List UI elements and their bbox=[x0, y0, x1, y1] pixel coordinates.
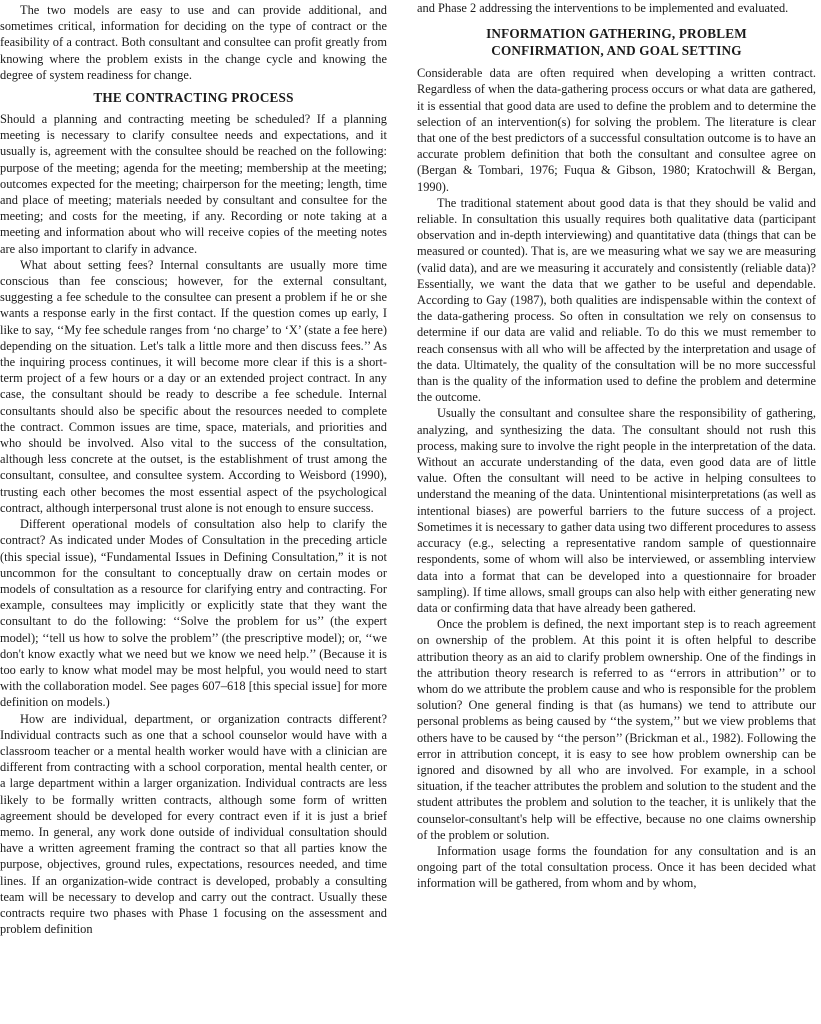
paragraph-problem-ownership: Once the problem is defined, the next important step is to reach agreement on ownership of the problem. At this point it is often helpful to describe attribution theory as an aid to clarify problem ownership. One of the findings in the attribution theory research is referred to as ‘‘errors in attribution’’ or to whom do we attribute the problem cause and who is responsible for the problem solution? One general finding is that (as humans) we tend to attribute our personal problems as being caused by ‘‘the system,’’ but we view problems that others have to be caused by ‘‘the person’’ (Brickman et al., 1982). Following the error in attribution concept, it is easy to see how problem ownership can be ignored and disowned by all who are involved. For example, in a school situation, if the teacher attributes the problem and solution to the student and the student attributes the problem and solution to the teacher, it is unlikely that the counselor-consultant's help will be effective, because no one claims ownership of the problem or solution. bbox=[417, 617, 816, 842]
heading-line-2: CONFIRMATION, AND GOAL SETTING bbox=[491, 43, 742, 59]
paragraph-continuation: and Phase 2 addressing the interventions to be implemented and evaluated. bbox=[417, 1, 789, 15]
heading-information-gathering bbox=[417, 25, 816, 59]
right-column bbox=[417, 0, 816, 892]
heading-line-1: INFORMATION GATHERING, PROBLEM bbox=[486, 26, 747, 42]
left-column bbox=[0, 2, 387, 937]
paragraph-shared-responsibility: Usually the consultant and consultee share the responsibility of gathering, analyzing, and synthesizing the data. The consultant should not rush this process, making sure to involve the right people in the interpretation of the data. Without an accurate understanding of the data, even good data are of little value. Often the consultant will need to be active in helping consultees to understand the meaning of the data. Unintentional misinterpretations (as well as intentional biases) are powerful barriers to the future success of a project. Sometimes it is necessary to gather data using two different procedures to assess accuracy (e.g., selecting a representative random sample of questionnaire respondents, some of whom will also be interviewed, or assembling interview data into a format that can be developed into a questionnaire for broader sampling). If time allows, small groups can also help with either generating new data or confirming data that have already been gathered. bbox=[417, 406, 816, 615]
paragraph-setting-fees: What about setting fees? Internal consultants are usually more time conscious than fee conscious; however, for the external consultant, suggesting a fee schedule to the consultee can present a problem if he or she wants a response early in the first contact. If the question comes up early, I like to say, ‘‘My fee schedule ranges from ‘no charge’ to ‘X’ (state a fee here) depending on the situation. Let's talk a little more and then discuss fees.’’ As the inquiring process continues, it will become more clear if this is a short-term project of a few hours or a day or an extended project contract. In any case, the consultant should be ready to describe a fee schedule. Internal consultants should also be specific about the resources needed to complete the contract. Common issues are time, space, materials, and priorities and who should be involved. Also vital to the success of the consultation, although less concrete at the outset, is the establishment of trust among the consultant, consultee, and consultee system. According to Weisbord (1990), trusting each other becomes the most essential aspect of the psychological contract, although interpersonal trust alone is not enough to ensure success. bbox=[0, 257, 387, 515]
paragraph-planning-meeting: Should a planning and contracting meeting be scheduled? If a planning meeting is necessary to clarify consultee needs and expectations, and it usually is, agreement with the consultee should be reached on the following: purpose of the meeting; agenda for the meeting; membership at the meeting; outcomes expected for the meeting; chairperson for the meeting; length, time and place of meeting; materials needed by consultant and consultee for the meeting; and costs for the meeting, if any. Recording or note taking at a meeting and information about who will receive copies of the meeting notes are also important to clarify in advance. bbox=[0, 112, 387, 256]
heading-contracting-process: THE CONTRACTING PROCESS bbox=[93, 90, 294, 106]
paragraph-good-data: The traditional statement about good data is that they should be valid and reliable. In consultation this usually requires both qualitative data (participant observation and in-depth interviewing) and quantitative data (things that can be measured or counted). That is, are we measuring what we say we are measuring (valid data), and are we measuring it accurately and consistently (reliable data)? Essentially, we want the data that we gather to be useful and dependable. According to Gay (1987), both qualities are indispensable within the context of the data-gathering process. So often in consultation we rely on consensus to determine if our data are valid and reliable. To do this we must remember to reach consensus with all who will be affected by the interpretation and usage of the data. Ultimately, the quality of the consultation will be no more successful than is the quality of the information used to define the problem and determine the outcome. bbox=[417, 195, 816, 405]
paragraph-contract-types: How are individual, department, or organization contracts different? Individual contracts such as one that a school counselor would have with a classroom teacher or a mental health worker would have with a clinician are different from contracting with a school corporation, mental health center, or a large department within a larger organization. Individual contracts are less likely to be formally written contracts, although some form of written agreement should be developed for every contract even if it is just a brief memo. In general, any work done outside of individual consultation should have a written agreement framing the contract so that all parties know the purpose, objectives, ground rules, expectations, resources needed, and time lines. If an organization-wide contract is developed, probably a consulting team will be necessary to develop and carry out the contract. Usually these contracts require two phases with Phase 1 focusing on the assessment and problem definition bbox=[0, 711, 387, 937]
paragraph-information-usage: Information usage forms the foundation for any consultation and is an ongoing part of the total consultation process. Once it has been decided what information will be gathered, from whom and by whom, bbox=[417, 843, 816, 891]
paragraph-operational-models: Different operational models of consultation also help to clarify the contract? As indicated under Modes of Consultation in the preceding article (this special issue), “Fundamental Issues in Defining Consultation,” it is not uncommon for the consultant to conceptually draw on certain modes or models of consultation as a resource for clarifying entry and contracting. For example, consultees may implicitly or explicitly state that they want the consultant to do the following: ‘‘Solve the problem for us’’ (the expert model); ‘‘tell us how to solve the problem’’ (the prescriptive model); or, ‘‘we don't know exactly what we need but we know we need help.’’ (Because it is too early to know what model may be most helpful, you would need to start with the collaboration model. See pages 607–618 [this special issue] for more definition on models.) bbox=[0, 517, 387, 710]
paragraph-intro: The two models are easy to use and can provide additional, and sometimes critical, information for deciding on the type of contract or the feasibility of a contract. Both consultant and consultee can profit greatly from knowing where the problem exists in the change cycle and knowing the degree of system readiness for change. bbox=[0, 3, 387, 82]
paragraph-data-required: Considerable data are often required when developing a written contract. Regardless of when the data-gathering process occurs or what data are gathered, it is essential that good data are used to define the problem and to determine the selection of an intervention(s) for solving the problem. The literature is clear that one of the best predictors of a successful consultation outcome is to have an accurate problem definition that both the consultant and consultee agree on (Bergan & Tombari, 1976; Fuqua & Gibson, 1980; Kratochwill & Bergan, 1990). bbox=[417, 66, 816, 194]
